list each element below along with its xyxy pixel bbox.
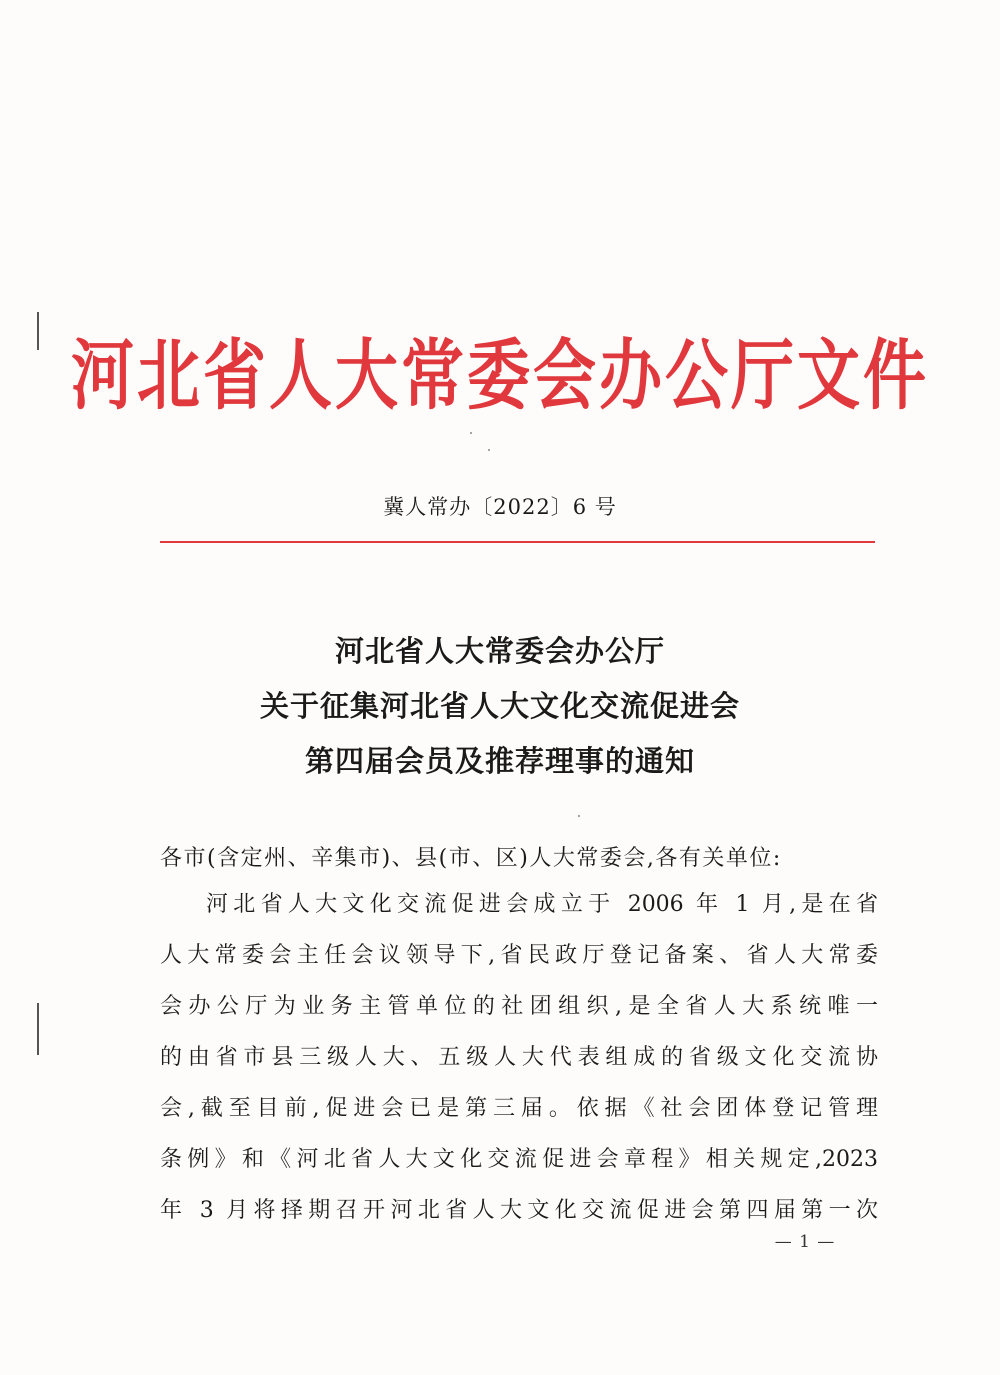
title-line: 第四届会员及推荐理事的通知 <box>304 744 695 778</box>
body-line: 河北省人大文化交流促进会成立于 2006 年 1 月,是在省 <box>206 892 878 917</box>
document-number: 冀人常办〔2022〕6 号 <box>383 495 617 519</box>
page-number: — 1 — <box>774 1232 836 1252</box>
salutation: 各市(含定州、辛集市)、县(市、区)人大常委会,各有关单位: <box>160 846 782 871</box>
title-line: 河北省人大常委会办公厅 <box>334 634 665 668</box>
scan-edge-mark <box>37 1003 39 1055</box>
body-line: 人大常委会主任会议领导下,省民政厅登记备案、省人大常委 <box>160 943 878 968</box>
document-title <box>0 624 1000 789</box>
red-divider-line <box>160 541 875 543</box>
body-line: 的由省市县三级人大、五级人大代表组成的省级文化交流协 <box>160 1045 878 1070</box>
body-line: 会办公厅为业务主管单位的社团组织,是全省人大系统唯一 <box>160 994 878 1019</box>
scan-speck <box>488 449 490 451</box>
document-masthead: 河北省人大常委会办公厅文件 <box>71 331 929 421</box>
body-line: 年 3 月将择期召开河北省人大文化交流促进会第四届第一次 <box>160 1198 878 1223</box>
title-line: 关于征集河北省人大文化交流促进会 <box>259 689 740 723</box>
scan-speck <box>578 815 580 817</box>
body-line: 条例》和《河北省人大文化交流促进会章程》相关规定,2023 <box>160 1147 878 1172</box>
body-paragraph <box>160 885 878 1242</box>
body-line: 会,截至目前,促进会已是第三届。依据《社会团体登记管理 <box>160 1096 878 1121</box>
